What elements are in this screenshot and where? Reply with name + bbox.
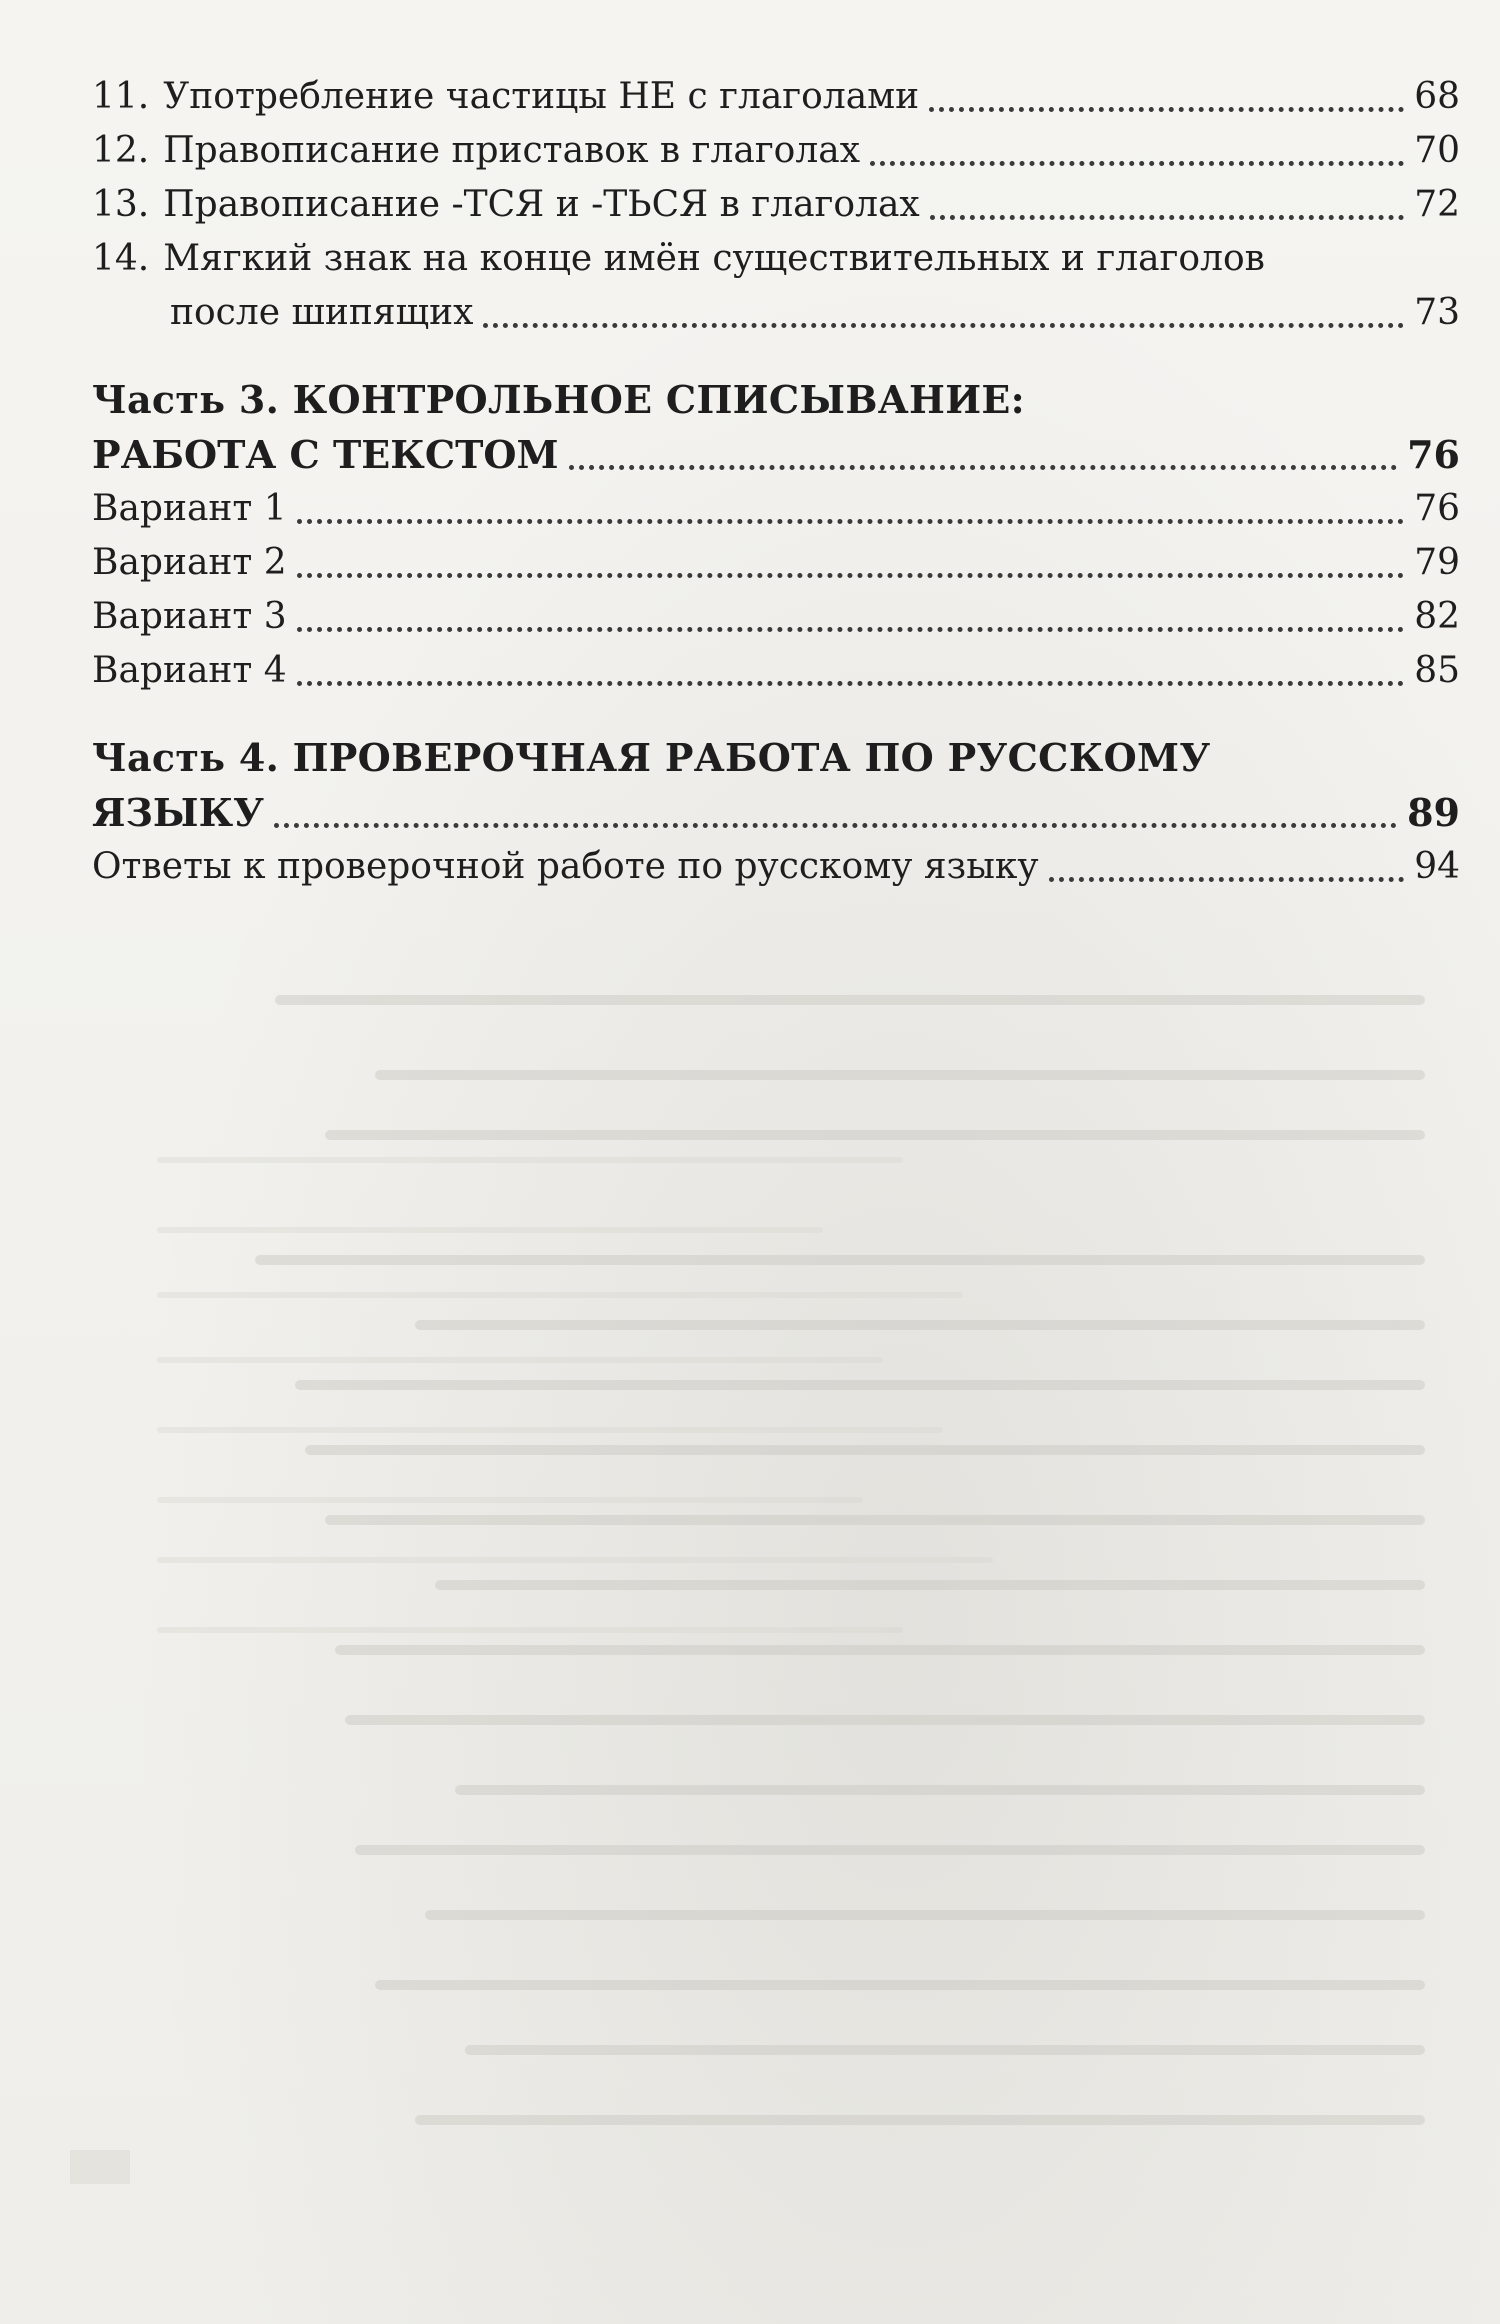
toc-entry-variant-1[interactable] (92, 482, 1460, 536)
dot-leader (297, 555, 1405, 578)
toc-entry-page: 89 (1407, 790, 1460, 835)
toc-entry-variant-3[interactable] (92, 590, 1460, 644)
table-of-contents (92, 70, 1460, 894)
toc-entry-title: Вариант 4 (92, 650, 287, 691)
dot-leader (870, 143, 1404, 166)
toc-entry-page: 68 (1414, 76, 1460, 117)
dot-leader (930, 197, 1404, 220)
part-heading-line1: Часть 3. КОНТРОЛЬНОЕ СПИСЫВАНИЕ: (92, 377, 1026, 422)
toc-entry-page: 82 (1414, 596, 1460, 637)
toc-part-4[interactable] (92, 730, 1460, 840)
toc-entry-title-line2: после шипящих (170, 292, 474, 333)
toc-entry-variant-2[interactable] (92, 536, 1460, 590)
toc-entry-multiline[interactable] (92, 232, 1460, 340)
toc-entry-page: 73 (1414, 292, 1460, 333)
dot-leader (297, 501, 1405, 524)
toc-entry-page: 85 (1414, 650, 1460, 691)
dot-leader (929, 89, 1404, 112)
toc-entry-page: 76 (1407, 432, 1460, 477)
toc-entry-title-line1: Мягкий знак на конце имён существительных и глаголов (163, 238, 1265, 279)
toc-entry-answers[interactable] (92, 840, 1460, 894)
dot-leader (569, 447, 1398, 470)
part-heading-line2: РАБОТА С ТЕКСТОМ (92, 432, 559, 477)
toc-part-3[interactable] (92, 372, 1460, 482)
toc-entry-page: 72 (1414, 184, 1460, 225)
toc-entry-number: 12. (92, 130, 150, 171)
toc-entry-title: Употребление частицы НЕ с глаголами (163, 76, 920, 117)
toc-entry-variant-4[interactable] (92, 644, 1460, 698)
dot-leader (483, 305, 1404, 328)
toc-entry[interactable] (92, 178, 1460, 232)
toc-entry-page: 94 (1414, 846, 1460, 887)
dot-leader (297, 609, 1405, 632)
dot-leader (274, 805, 1397, 828)
toc-entry-number: 13. (92, 184, 150, 225)
dot-leader (1049, 859, 1405, 882)
toc-entry[interactable] (92, 124, 1460, 178)
toc-entry-number: 11. (92, 76, 150, 117)
toc-entry[interactable] (92, 70, 1460, 124)
part-heading-line2: ЯЗЫКУ (92, 790, 264, 835)
part-heading-line1: Часть 4. ПРОВЕРОЧНАЯ РАБОТА ПО РУССКОМУ (92, 735, 1211, 780)
toc-entry-page: 70 (1414, 130, 1460, 171)
toc-entry-title: Вариант 1 (92, 488, 287, 529)
toc-entry-title: Вариант 2 (92, 542, 287, 583)
toc-entry-title: Вариант 3 (92, 596, 287, 637)
toc-entry-page: 79 (1414, 542, 1460, 583)
dot-leader (297, 663, 1405, 686)
toc-entry-title: Ответы к проверочной работе по русскому языку (92, 846, 1039, 887)
toc-entry-page: 76 (1414, 488, 1460, 529)
toc-entry-number: 14. (92, 238, 150, 279)
toc-entry-title: Правописание приставок в глаголах (163, 130, 860, 171)
toc-entry-title: Правописание -ТСЯ и -ТЬСЯ в глаголах (163, 184, 920, 225)
